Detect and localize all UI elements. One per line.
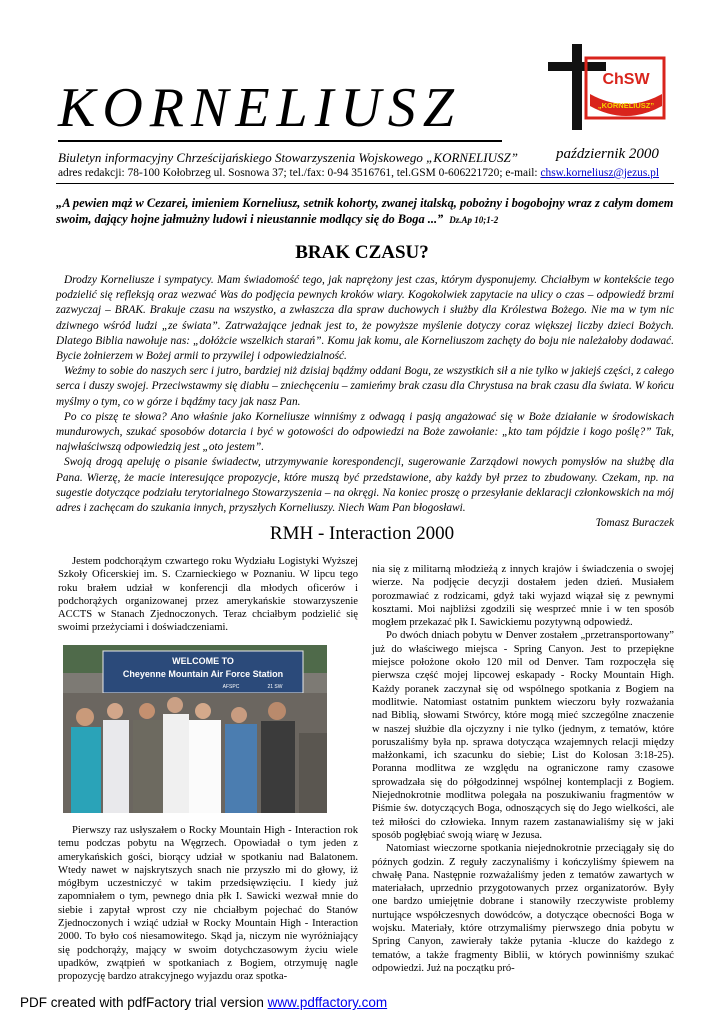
pdffactory-link[interactable]: www.pdffactory.com bbox=[267, 995, 388, 1010]
bulletin-title: KORNELIUSZ bbox=[58, 77, 461, 139]
logo-abbr: ChSW bbox=[602, 71, 650, 88]
footer-text: PDF created with pdfFactory trial version bbox=[20, 995, 268, 1010]
article-paragraph: nia się z militarną młodzieżą z innych krajów i świadczenia o swojej wierze. Na podjęcie decyzji dostałem jeden dzień. Musiałem porozmawiać z rodzicami, gdyż taki wyjazd wiązał się z pewnymi kosztami. Moi najbliżsi zgodzili się wesprzeć mnie i w ten sposób mogłem przekazać płk I. Sawickiemu pozytywną odpowiedź. bbox=[372, 564, 674, 629]
logo-ribbon-text: „KORNELIUSZ” bbox=[597, 101, 655, 110]
rmh-left-column-top bbox=[58, 555, 358, 635]
pdf-footer bbox=[20, 995, 387, 1010]
group-photo bbox=[63, 645, 327, 813]
header-divider bbox=[56, 183, 674, 184]
cross-icon bbox=[572, 44, 582, 130]
bulletin-subtitle: Biuletyn informacyjny Chrześcijańskiego Stowarzyszenia Wojskowego „KORNELIUSZ” bbox=[58, 150, 518, 165]
issue-date: październik 2000 bbox=[556, 146, 659, 162]
group-photo-image bbox=[63, 645, 327, 813]
article-paragraph: Weźmy to sobie do naszych serc i jutro, bardziej niż dzisiaj bądźmy oddani Bogu, ze wszystkich sił a nie tylko w jakiejś części, z całego serca i duszy swojej. Przeciwstawmy się diabłu – zniechęceniu – zamieńmy brak czasu dla Chrystusa na brak czasu dla świata. W końcu myślmy o tym, co w górze i bądźmy tacy jak nasz Pan. bbox=[56, 365, 674, 408]
quote-text: „A pewien mąż w Cezarei, imieniem Korneliusz, setnik kohorty, zwanej italską, pobożny i bogobojny wraz z całym domem swoim, dający hojne jałmużny ludowi i nieustannie modlący się do Boga ...” bbox=[56, 196, 674, 226]
cross-beam bbox=[548, 62, 606, 71]
photo-sign-welcome: WELCOME TO bbox=[172, 656, 234, 666]
article-paragraph: Drodzy Korneliusze i sympatycy. Mam świadomość tego, jak naprężony jest czas, którym dysponujemy. Chciałbym w kontekście tego podzielić się refleksją oraz wezwać Was do podjęcia pewnych kroków wiary. Kogokolwiek zapytacie na ulicy o czas – odpowiedź brzmi zazwyczaj – BRAK. Brakuje czasu na wszystko, a zwłaszcza dla spraw duchowych i służby dla Królestwa Bożego. Nie ma w tym nic dziwnego wśród ludzi „ze świata”. Zatrważające jednak jest to, że powyższe myślenie dotyczy coraz większej liczby dzieci Bożych. Dlatego Biblia nawołuje nas: „dołóżcie wszelkich starań”. Komu jak komu, ale Korneliuszom zachęty do boju nie należałoby dodawać. Bycie żołnierzem w Bożej armii to przywilej i odpowiedzialność. bbox=[56, 274, 674, 363]
rmh-left-column-bottom bbox=[58, 824, 358, 984]
title-underline bbox=[58, 140, 502, 142]
rmh-right-column bbox=[372, 563, 674, 975]
article-brak-czasu bbox=[56, 273, 674, 531]
photo-sign-21sw: 21 SW bbox=[267, 684, 283, 690]
editorial-address bbox=[58, 167, 659, 179]
photo-sign-afspc: AFSPC bbox=[222, 684, 240, 690]
article-paragraph: Jestem podchorążym czwartego roku Wydziału Logistyki Wyższej Szkoły Oficerskiej im. S. Czarnieckiego w Poznaniu. W lipcu tego roku brałem udział w konferencji dla młodych oficerów i podchorążych organizowanej przez amerykańskie stowarzyszenie ACCTS w Stanach Zjednoczonych. Teraz chciałbym podzielić się swoimi przeżyciami i doświadczeniami. bbox=[58, 556, 358, 634]
photo-sign-station: Cheyenne Mountain Air Force Station bbox=[122, 669, 284, 679]
article-paragraph: Pierwszy raz usłyszałem o Rocky Mountain High - Interaction rok temu podczas pobytu na Węgrzech. Opowiadał o tym jeden z amerykańskich gości, biorący udział w spotkaniu nad Balatonem. Wtedy nawet w najskrytszych snach nie przyszło mi do głowy, iż mógłbym uczestniczyć w takim przedsięwzięciu. I kiedy już zapomniałem o tym, pewnego dnia płk I. Sawicki wezwał mnie do siebie i zapytał wprost czy nie chciałbym pojechać do Stanów Zjednoczonych i wziąć udział w Rocky Mountain High - Interaction 2000. To było coś niesamowitego. Skąd ja, niczym nie wyróżniający się podchorąży, mający w swoim dotychczasowym życiu wiele upadków, zwątpień w spotkaniach z Bogiem, otrzymuję nagle propozycję bardzo atrakcyjnego wyjazdu oraz spotka- bbox=[58, 825, 358, 983]
address-text: adres redakcji: 78-100 Kołobrzeg ul. Sosnowa 37; tel./fax: 0-94 3516761, tel.GSM 0-606221720; e-mail: bbox=[58, 167, 541, 179]
article-title-brak-czasu: BRAK CZASU? bbox=[295, 242, 429, 263]
article-paragraph: Swoją drogą apeluję o pisanie świadectw, utrzymywanie korespondencji, sugerowanie Zarządowi nowych pomysłów na służbę dla Pana. Wierzę, że macie interesujące propozycje, które muszą być przedstawione, aby każdy był przez to zbudowany. Czekam, np. na sugestie dotyczące podziału terytorialnego Stowarzyszenia – na okręgi. Na koniec proszę o przesyłanie deklaracji członkowskich na mój adres i zachęcam do szukania innych, przyszłych Korneliuszy. Niech Wam Pan błogosławi. bbox=[56, 456, 674, 515]
quote-reference: Dz.Ap 10;1-2 bbox=[449, 215, 499, 225]
article-signature: Tomasz Buraczek bbox=[595, 517, 674, 530]
email-link[interactable]: chsw.korneliusz@jezus.pl bbox=[540, 167, 660, 179]
chsw-logo bbox=[538, 44, 668, 130]
bible-quote bbox=[56, 195, 676, 228]
article-paragraph: Po co piszę te słowa? Ano właśnie jako Korneliusze winniśmy z odwagą i pasją angażować się w Boże działanie w środowiskach mundurowych, szukać sposobów dotarcia i być w gotowości do odpowiedzi na Boże zawołanie: „kto tam pójdzie i kogo poślę?” Tak, najwłaściwszą odpowiedzią jest „oto jestem”. bbox=[56, 410, 674, 454]
article-paragraph: Po dwóch dniach pobytu w Denver zostałem „przetransportowany” już do właściwego miejsca - Spring Canyon. Jest to przepiękne miejsce położone około 120 mil od Denver. Tam rozpoczęła się pierwsza część mojej lipcowej eskapady - Rocky Mountain High. Każdy poranek zaczynał się od wspólnego spotkania z Bogiem na modlitwie. Natomiast ostatnim punktem wieczoru były rozważania nad Biblią, słowami Stwórcy, które mogą mieć szczególne znaczenie w naszej służbie dla ojczyzny i nie tylko (jednym, z tematów, które poruszaliśmy była np. sprawa dotycząca wzajemnych relacji między małżonkami, ich szacunku do siebie; List do Kolosan 3:18-25). Poranna modlitwa ze względu na ograniczone ramy czasowe sprowadzała się do półgodzinnej wspólnej kontemplacji z Bogiem. Niejednokrotnie modlitwa polegała na poszukiwaniu fragmentów w Piśmie św. dotyczących Boga, odnoszących się do Jego wielkości, ale też miłości do człowieka. Innym razem zastanawialiśmy się w jaki sposób pogłębiać swoją wiarę w Jezusa. bbox=[372, 630, 674, 841]
article-paragraph: Natomiast wieczorne spotkania niejednokrotnie przeciągały się do późnych godzin. Z reguły zaczynaliśmy i kończyliśmy śpiewem na chwałę Pana. Następnie rozważaliśmy jeden z tematów zawartych w materiałach, uprzednio przygotowanych przez organizatorów. Były one bardzo umiejętnie dobrane i stanowiły rzeczywiste problemy nurtujące współczesnych dowódców, a dotyczące obecności Boga w wojsku. Materiały, które otrzymaliśmy pierwszego dnia pobytu w Spring Canyon, zawierały także pytania -klucze do każdego z tematów, a także fragmenty Biblii, w których powinniśmy szukać odpowiedzi. Już na początku pró- bbox=[372, 843, 674, 974]
article-title-rmh: RMH - Interaction 2000 bbox=[269, 523, 455, 544]
